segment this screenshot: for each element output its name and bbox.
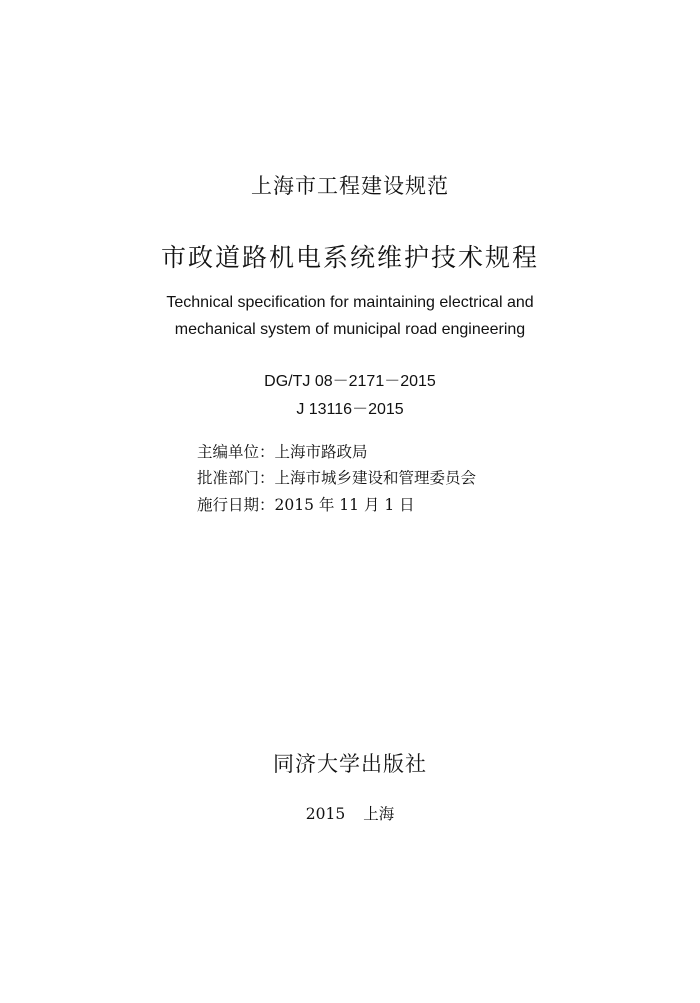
editor-unit: 主编单位：上海市路政局 — [197, 443, 368, 461]
effective-date: 施行日期：2015 年 11 月 1 日 — [197, 496, 415, 514]
record-code: J 13116－2015 — [296, 401, 404, 418]
standard-code: DG/TJ 08－2171－2015 — [264, 373, 436, 390]
approving-department: 批准部门：上海市城乡建设和管理委员会 — [197, 469, 477, 487]
main-title: 市政道路机电系统维护技术规程 — [160, 243, 539, 272]
publication-year: 2015 — [305, 805, 346, 823]
english-title-line-1: Technical specification for maintaining electrical and — [166, 294, 534, 311]
publisher-name: 同济大学出版社 — [273, 752, 427, 776]
publication-line — [0, 802, 700, 824]
series-title: 上海市工程建设规范 — [251, 174, 449, 198]
english-title-line-2: mechanical system of municipal road engineering — [174, 321, 526, 338]
publication-city: 上海 — [363, 805, 395, 823]
